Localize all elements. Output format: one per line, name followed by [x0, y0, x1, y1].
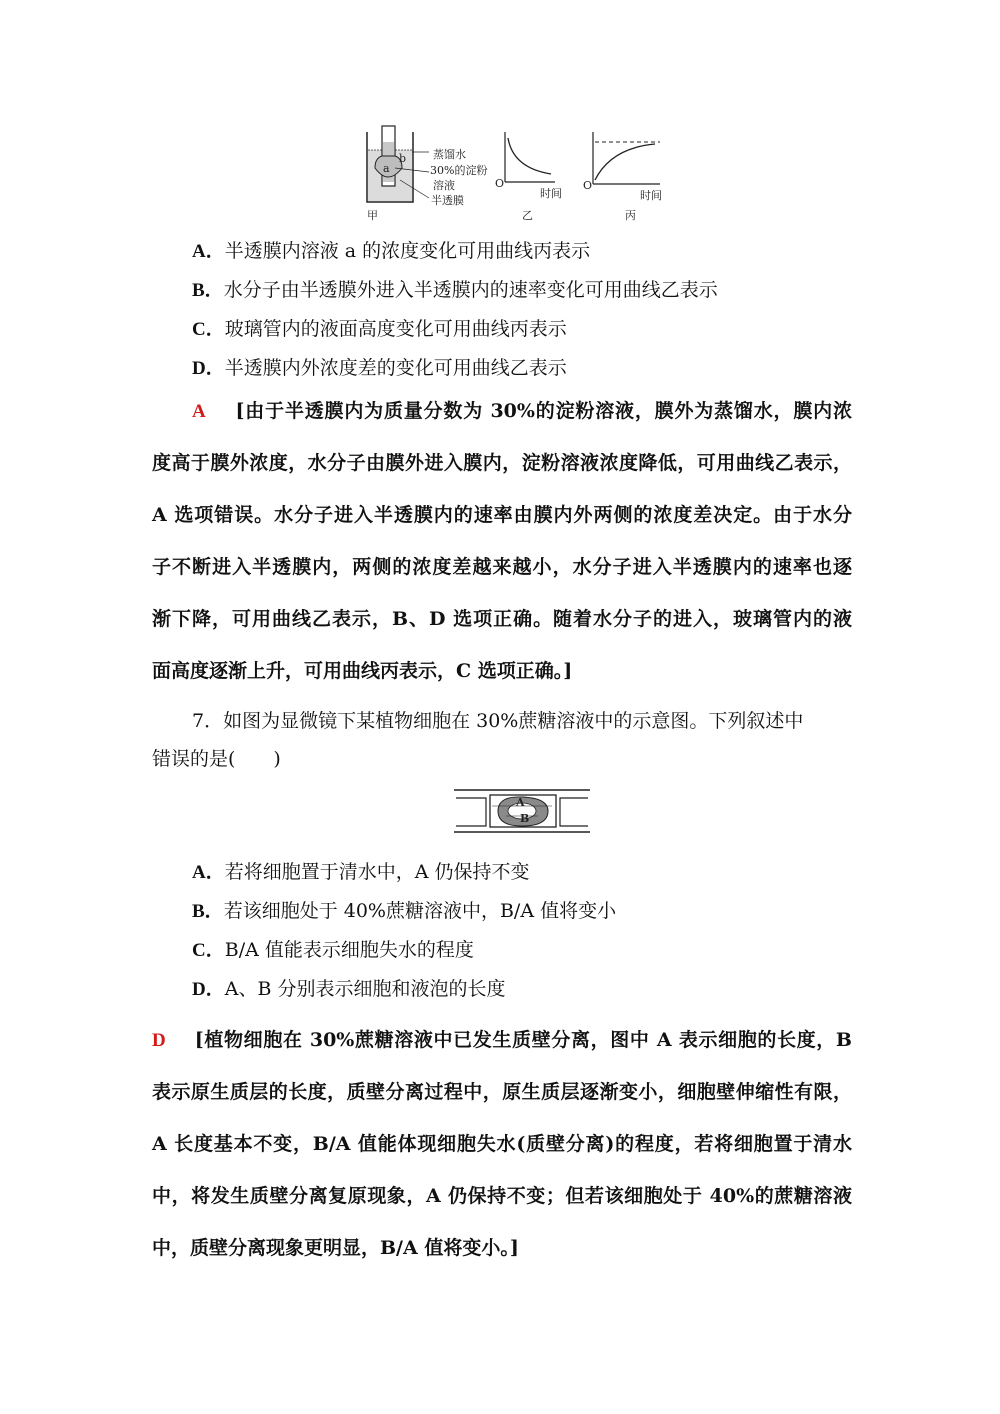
q7-answer-letter: D — [152, 1030, 166, 1051]
callout-membrane: 半透膜 — [431, 194, 464, 207]
q6-answer-line-3: A 选项错误。水分子进入半透膜内的速率由膜内外两侧的浓度差决定。由于水分 — [152, 504, 852, 526]
figure-plant-cell — [452, 786, 592, 836]
time-label-yi: 时间 — [540, 187, 562, 200]
plant-cell-diagram — [452, 786, 592, 836]
q7-answer-explanation — [152, 1025, 852, 1285]
q7-option-c: C．B/A 值能表示细胞失水的程度 — [192, 939, 474, 961]
panel-label-jia: 甲 — [367, 209, 378, 222]
origin-label-bing: O — [583, 179, 593, 192]
time-label-bing: 时间 — [640, 189, 662, 202]
q7-answer-line-4: 中，将发生质壁分离复原现象，A 仍保持不变；但若该细胞处于 40%的蔗糖溶液 — [152, 1185, 852, 1207]
label-b: b — [399, 152, 407, 165]
q6-answer-line-2: 度高于膜外浓度，水分子由膜外进入膜内，淀粉溶液浓度降低，可用曲线乙表示， — [152, 452, 852, 474]
q7-answer-line-2: 表示原生质层的长度，质壁分离过程中，原生质层逐渐变小，细胞壁伸缩性有限， — [152, 1081, 852, 1103]
q6-answer-line-1: A [由于半透膜内为质量分数为 30%的淀粉溶液，膜外为蒸馏水，膜内浓 — [192, 400, 852, 422]
q7-answer-line-5: 中，质壁分离现象更明显，B/A 值将变小。] — [152, 1237, 519, 1259]
q6-option-b: B．水分子由半透膜外进入半透膜内的速率变化可用曲线乙表示 — [192, 279, 718, 301]
panel-label-bing: 丙 — [625, 209, 636, 222]
callout-distilled-water: 蒸馏水 — [433, 148, 466, 161]
cell-label-b: B — [520, 812, 530, 825]
q7-option-b: B．若该细胞处于 40%蔗糖溶液中，B/A 值将变小 — [192, 900, 617, 922]
q7-option-a: A．若将细胞置于清水中，A 仍保持不变 — [192, 861, 530, 883]
q6-option-c: C．玻璃管内的液面高度变化可用曲线丙表示 — [192, 318, 567, 340]
cell-label-a: A — [516, 796, 525, 809]
q7-answer-line-3: A 长度基本不变，B/A 值能体现细胞失水(质壁分离)的程度，若将细胞置于清水 — [152, 1133, 852, 1155]
q6-option-d: D．半透膜内外浓度差的变化可用曲线乙表示 — [192, 357, 567, 379]
q6-option-a: A．半透膜内溶液 a 的浓度变化可用曲线丙表示 — [192, 240, 591, 262]
q7-stem-line-2: 错误的是( ) — [152, 748, 281, 770]
q7-stem-line-1: 7．如图为显微镜下某植物细胞在 30%蔗糖溶液中的示意图。下列叙述中 — [192, 710, 804, 732]
callout-starch-2: 溶液 — [433, 179, 455, 192]
q6-answer-line-5: 渐下降，可用曲线乙表示，B、D 选项正确。随着水分子的进入，玻璃管内的液 — [152, 608, 852, 630]
label-a: a — [383, 162, 390, 175]
origin-label-yi: O — [495, 177, 505, 190]
callout-starch-1: 30%的淀粉 — [430, 164, 488, 177]
q6-answer-line-6: 面高度逐渐上升，可用曲线丙表示，C 选项正确。] — [152, 660, 573, 682]
q6-answer-letter: A — [192, 401, 206, 422]
figure-osmosis — [355, 122, 675, 222]
q6-answer-line-4: 子不断进入半透膜内，两侧的浓度差越来越小，水分子进入半透膜内的速率也逐 — [152, 556, 852, 578]
q6-answer-explanation — [152, 396, 852, 708]
panel-label-yi: 乙 — [522, 209, 533, 222]
q7-option-d: D．A、B 分别表示细胞和液泡的长度 — [192, 978, 506, 1000]
q7-answer-line-1: D [植物细胞在 30%蔗糖溶液中已发生质壁分离，图中 A 表示细胞的长度，B — [152, 1029, 852, 1051]
